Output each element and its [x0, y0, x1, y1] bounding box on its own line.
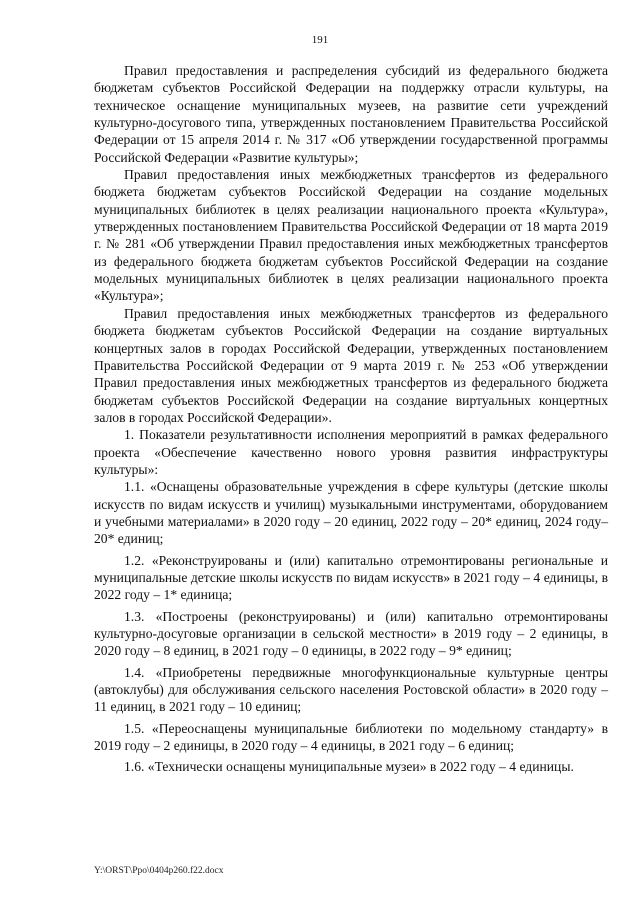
paragraph-indicator-1-6: 1.6. «Технически оснащены муниципальные музеи» в 2022 году – 4 единицы. [124, 759, 574, 775]
paragraph-indicator-1-3: 1.3. «Построены (реконструированы) и (или) капитально отремонтированы культурно-досуговые организации в сельской местности» в 2019 году – 2 единицы, в 2020 году – 8 единиц, в 2021 году – 0 единицы, в 2022 году – 9* единиц; [94, 608, 608, 659]
paragraph-indicator-1-2: 1.2. «Реконструированы и (или) капитально отремонтированы региональные и муниципальные детские школы искусств по видам искусств» в 2021 году – 4 единицы, в 2022 году – 1* единица; [94, 552, 608, 603]
paragraph-rules-virtual-halls: Правил предоставления иных межбюджетных трансфертов из федерального бюджета бюджетам субъектов Российской Федерации на создание виртуальных концертных залов в городах Российской Федерации, утвержденных постановлением Правительства Российской Федерации от 9 марта 2019 г. № 253 «Об утверждении Правил предоставления иных межбюджетных трансфертов из федерального бюджета бюджетам субъектов Российской Федерации на создание виртуальных концертных залов в городах Российской Федерации». [94, 305, 608, 425]
document-body [94, 62, 608, 776]
paragraph-rules-subsidies: Правил предоставления и распределения субсидий из федерального бюджета бюджетам субъектов Российской Федерации на поддержку отрасли культуры, на техническое оснащение муниципальных музеев, на развитие сети учреждений культурно-досугового типа, утвержденных постановлением Правительства Российской Федерации от 15 апреля 2014 г. № 317 «Об утверждении государственной программы Российской Федерации «Развитие культуры»; [94, 63, 608, 165]
paragraph-rules-model-libraries: Правил предоставления иных межбюджетных трансфертов из федерального бюджета бюджетам субъектов Российской Федерации на создание модельных муниципальных библиотек в целях реализации национального проекта «Культура», утвержденных постановлением Правительства Российской Федерации от 18 марта 2019 г. № 281 «Об утверждении Правил предоставления иных межбюджетных трансфертов из федерального бюджета бюджетам субъектов Российской Федерации на создание модельных муниципальных библиотек в целях реализации национального проекта «Культура»; [94, 167, 608, 304]
paragraph-indicators-heading: 1. Показатели результативности исполнения мероприятий в рамках федерального проекта «Обеспечение качественно нового уровня развития инфраструктуры культуры»: [94, 427, 608, 477]
file-path-footer: Y:\ORST\Ppo\0404p260.f22.docx [94, 866, 224, 876]
page-number: 191 [311, 34, 329, 46]
paragraph-indicator-1-4: 1.4. «Приобретены передвижные многофункциональные культурные центры (автоклубы) для обслуживания сельского населения Ростовской области» в 2020 году – 11 единиц, в 2021 году – 10 единиц; [94, 664, 608, 715]
paragraph-indicator-1-1: 1.1. «Оснащены образовательные учреждения в сфере культуры (детские школы искусств по видам искусств и училищ) музыкальными инструментами, оборудованием и учебными материалами» в 2020 году – 20 единиц, 2022 году – 20* единиц, 2024 году– 20* единиц; [94, 479, 608, 547]
paragraph-indicator-1-5: 1.5. «Переоснащены муниципальные библиотеки по модельному стандарту» в 2019 году – 2 единицы, в 2020 году – 4 единицы, в 2021 году – 6 единиц; [94, 720, 608, 754]
